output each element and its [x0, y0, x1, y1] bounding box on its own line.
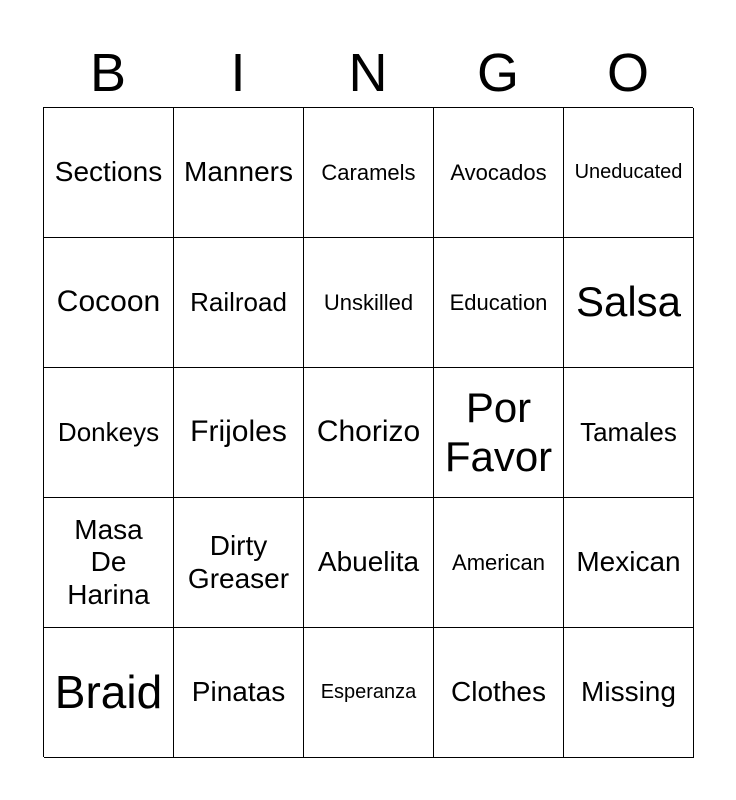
cell-label: Esperanza [320, 681, 417, 703]
cell-label: Uneducated [574, 161, 683, 183]
cell-label: Caramels [321, 159, 416, 185]
cell-label: Dirty Greaser [187, 530, 290, 594]
bingo-cell[interactable] [564, 238, 694, 368]
cell-label: Salsa [575, 278, 682, 326]
header-letter-b: B [89, 43, 127, 103]
cell-label: Pinatas [191, 676, 286, 708]
bingo-cell[interactable] [304, 498, 434, 628]
bingo-cell[interactable] [304, 238, 434, 368]
bingo-cell[interactable] [564, 108, 694, 238]
header-letter-i: I [230, 43, 246, 103]
bingo-cell[interactable] [44, 628, 174, 758]
bingo-cell[interactable] [174, 108, 304, 238]
cell-label: Por Favor [444, 384, 553, 480]
bingo-cell[interactable] [174, 368, 304, 498]
cell-label: Unskilled [323, 289, 414, 315]
header-letter-g: G [476, 43, 519, 103]
cell-label: Manners [184, 156, 293, 188]
bingo-cell[interactable] [434, 238, 564, 368]
bingo-cell[interactable] [434, 108, 564, 238]
bingo-cell[interactable] [304, 628, 434, 758]
header-letter-o: O [606, 43, 649, 103]
cell-label: Abuelita [317, 546, 420, 578]
bingo-cell[interactable] [564, 368, 694, 498]
bingo-cell[interactable] [44, 238, 174, 368]
cell-label: Education [449, 289, 548, 315]
cell-label: Donkeys [57, 416, 160, 447]
cell-label: Sections [54, 156, 163, 188]
bingo-cell[interactable] [434, 498, 564, 628]
header-letter-n: N [348, 43, 388, 103]
cell-label: Chorizo [316, 415, 421, 449]
cell-label: Frijoles [190, 415, 287, 449]
cell-label: Braid [54, 666, 163, 719]
bingo-cell[interactable] [304, 368, 434, 498]
cell-label: Mexican [576, 546, 681, 578]
cell-label: Masa De Harina [67, 514, 150, 610]
cell-label: Railroad [190, 286, 287, 317]
bingo-cell[interactable] [44, 108, 174, 238]
cell-label: Clothes [451, 676, 546, 708]
bingo-cell[interactable] [174, 498, 304, 628]
bingo-cell[interactable] [174, 628, 304, 758]
bingo-cell[interactable] [564, 628, 694, 758]
bingo-cell[interactable] [304, 108, 434, 238]
bingo-card-grid [43, 107, 693, 757]
cell-label: Missing [581, 676, 676, 708]
cell-label: Cocoon [56, 285, 161, 319]
bingo-cell[interactable] [174, 238, 304, 368]
bingo-cell[interactable] [434, 368, 564, 498]
bingo-cell[interactable] [564, 498, 694, 628]
bingo-cell[interactable] [44, 498, 174, 628]
bingo-cell[interactable] [434, 628, 564, 758]
cell-label: Tamales [580, 416, 677, 447]
cell-label: American [452, 549, 545, 575]
bingo-header [43, 42, 693, 104]
cell-label: Avocados [450, 159, 547, 185]
bingo-cell[interactable] [44, 368, 174, 498]
